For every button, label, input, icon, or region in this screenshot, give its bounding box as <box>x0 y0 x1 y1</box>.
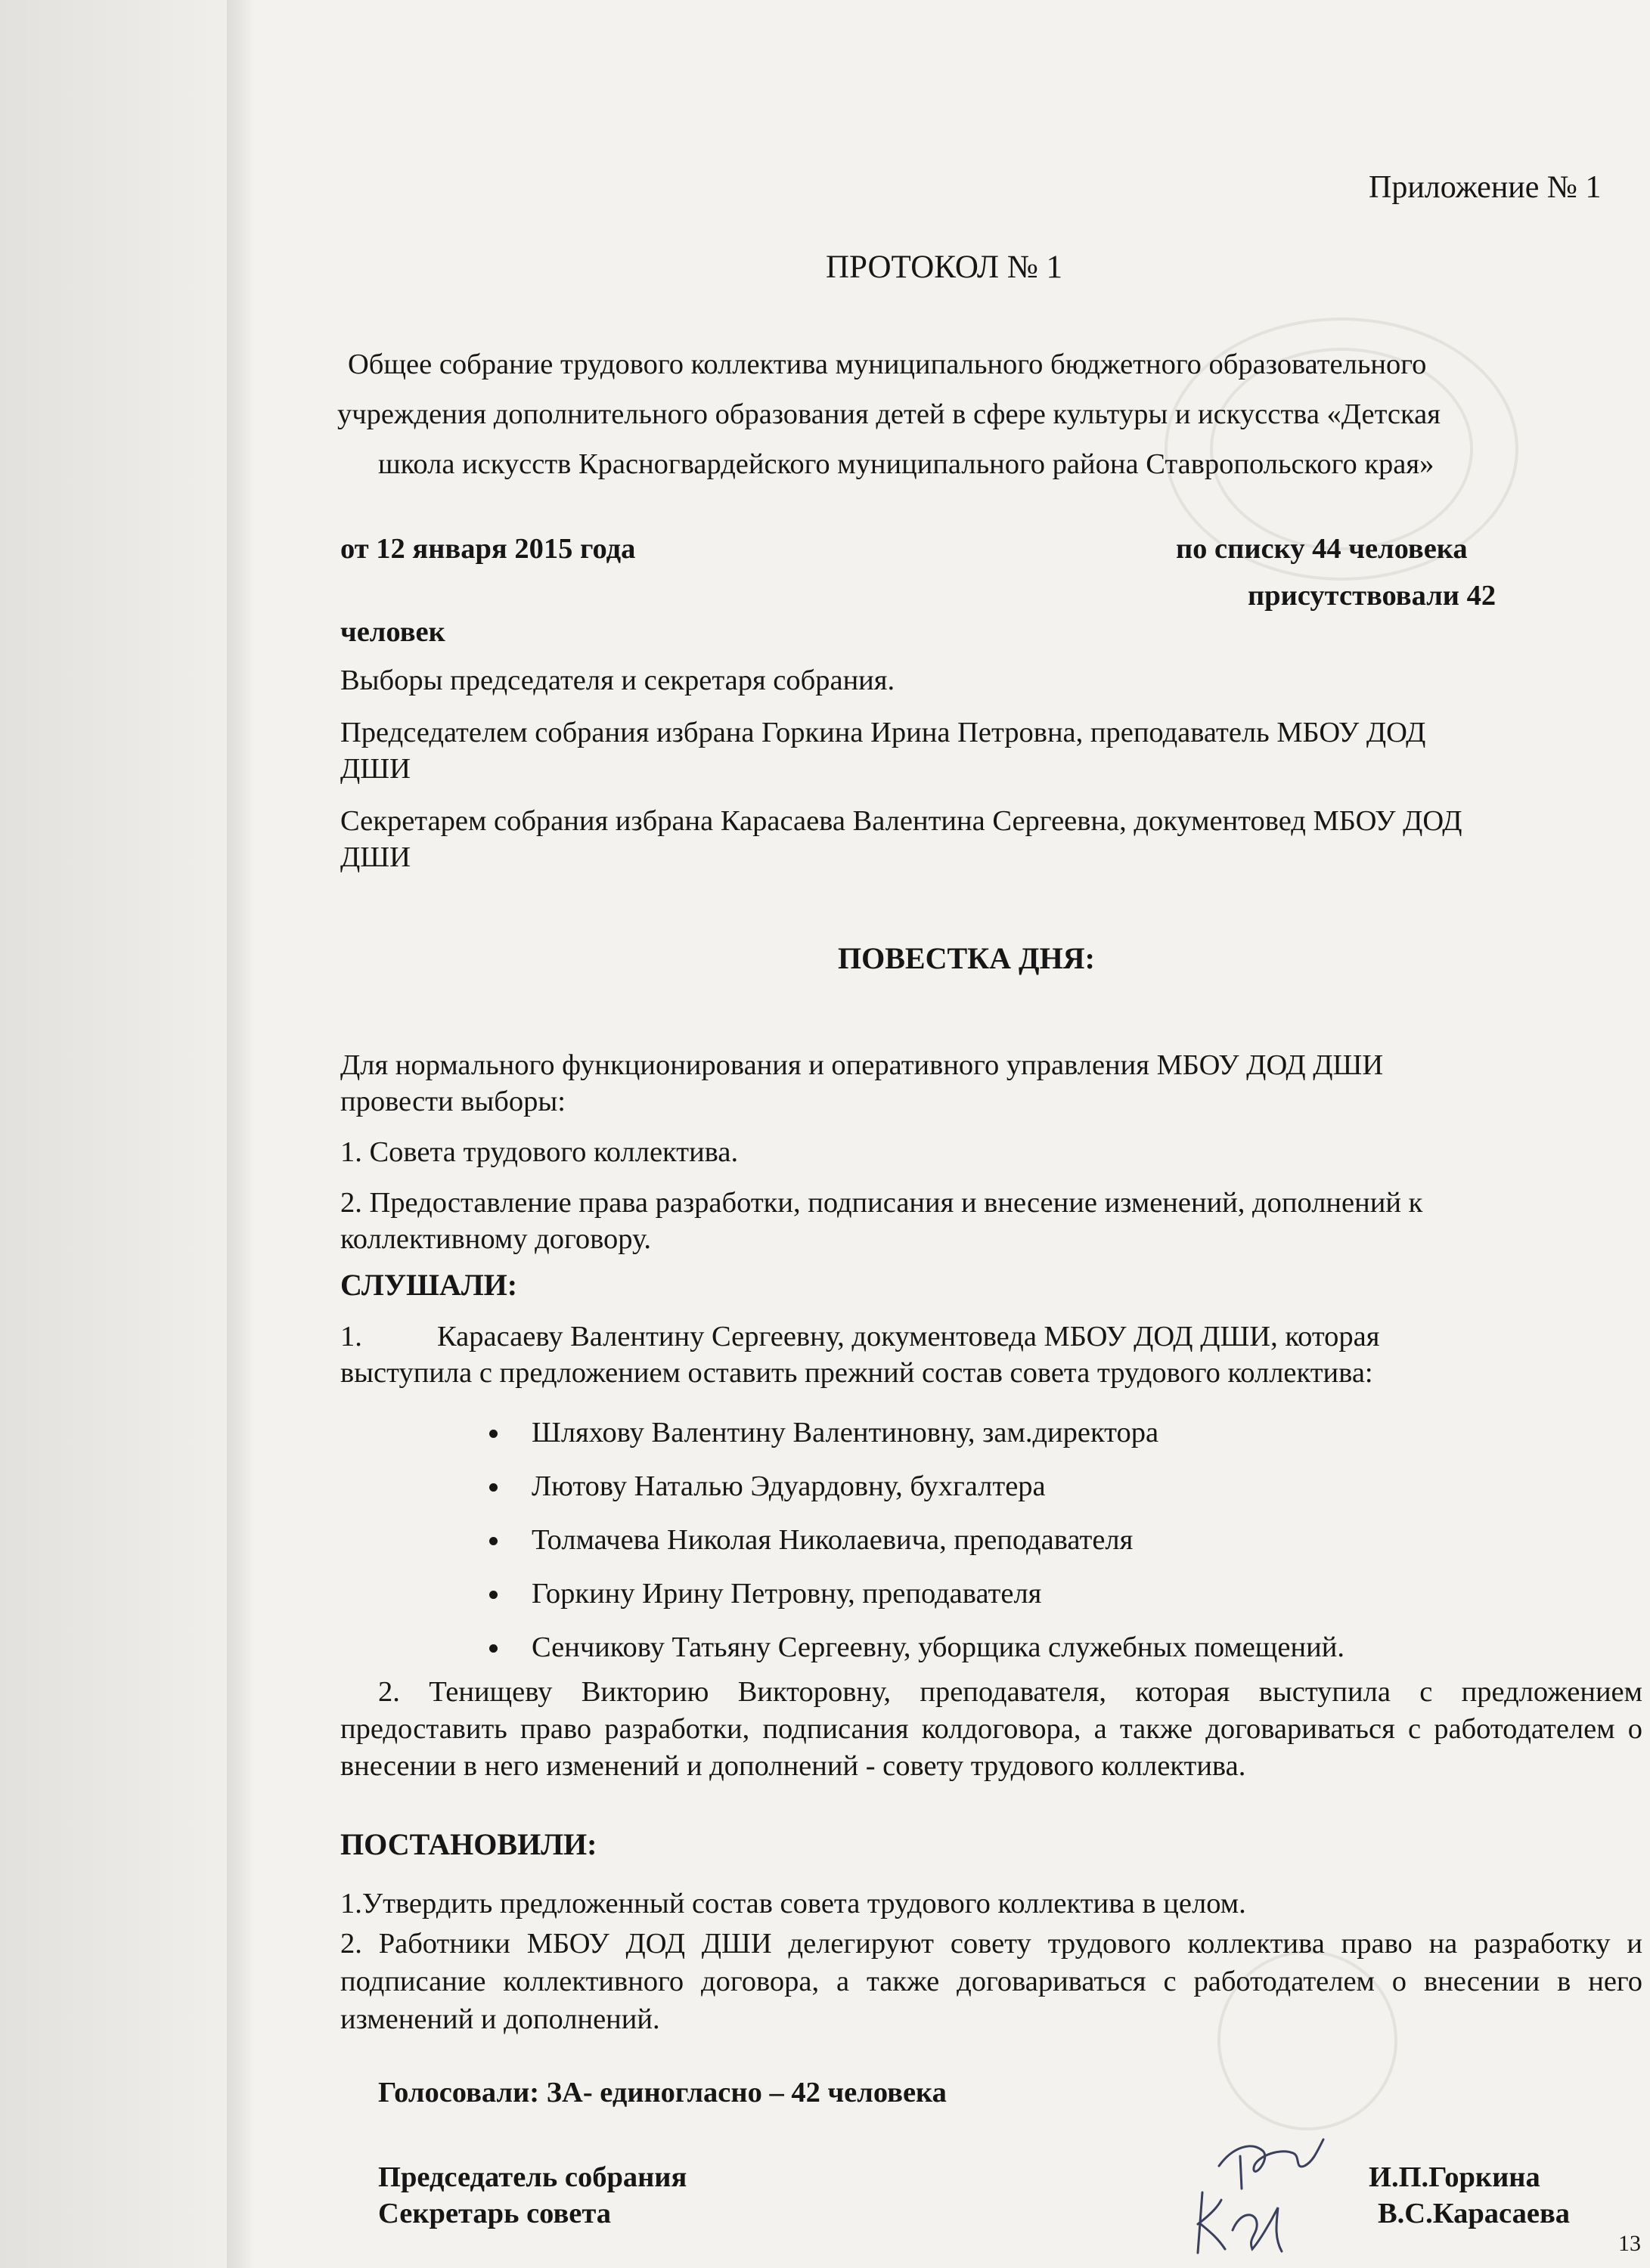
list-item: Сенчикову Татьяну Сергеевну, уборщика служебных помещений. <box>532 1631 1345 1663</box>
chair-name: И.П.Горкина <box>1369 2161 1540 2193</box>
organization-line: школа искусств Красногвардейского муниципального района Ставропольского края» <box>378 448 1434 480</box>
secretary-line: ДШИ <box>340 841 411 873</box>
resolution-item: 2. Работники МБОУ ДОД ДШИ делегируют совету трудового коллектива право на разработку и подписание коллективного договора, а также договариваться с работодателем о внесении в него изменений и дополнений. <box>340 1928 1642 2035</box>
appendix-label: Приложение № 1 <box>1369 170 1602 205</box>
attendance-present: присутствовали 42 <box>1248 580 1496 612</box>
secretary-line: Секретарем собрания избрана Карасаева Валентина Сергеевна, документовед МБОУ ДОД <box>340 805 1462 837</box>
list-item: Шляхову Валентину Валентиновну, зам.директора <box>532 1417 1159 1448</box>
page-title: ПРОТОКОЛ № 1 <box>826 249 1063 285</box>
bullet-icon <box>489 1430 498 1438</box>
chairman-line: ДШИ <box>340 753 411 785</box>
organization-line: учреждения дополнительного образования детей в сфере культуры и искусства «Детская <box>337 398 1441 430</box>
secretary-name: В.С.Карасаева <box>1378 2198 1570 2229</box>
agenda-item: коллективному договору. <box>340 1223 652 1255</box>
list-item: Лютову Наталью Эдуардовну, бухгалтера <box>532 1470 1046 1502</box>
agenda-item: 1. Совета трудового коллектива. <box>340 1136 739 1168</box>
resolved-title: ПОСТАНОВИЛИ: <box>340 1827 597 1861</box>
heard-item: выступила с предложением оставить прежний состав совета трудового коллектива: <box>340 1357 1373 1389</box>
agenda-item: 2. Предоставление права разработки, подписания и внесение изменений, дополнений к <box>340 1187 1423 1219</box>
list-item: Горкину Ирину Петровну, преподавателя <box>532 1578 1042 1610</box>
chairman-line: Председателем собрания избрана Горкина Ирина Петровна, преподаватель МБОУ ДОД <box>340 717 1426 748</box>
heard-item-2: 2. Тенищеву Викторию Викторовну, преподавателя, которая выступила с предложением предоставить право разработки, подписания колдоговора, а также договариваться с работодателем о внесении в него изменений и дополнений - совету трудового коллектива. <box>340 1676 1642 1782</box>
page-number: 13 <box>1618 2231 1641 2256</box>
bullet-icon <box>489 1537 498 1545</box>
agenda-title: ПОВЕСТКА ДНЯ: <box>838 941 1095 975</box>
resolution-item: 1.Утвердить предложенный состав совета трудового коллектива в целом. <box>340 1888 1246 1919</box>
chair-role: Председатель собрания <box>378 2161 687 2193</box>
bullet-icon <box>489 1483 498 1492</box>
meeting-date: от 12 января 2015 года <box>340 533 636 565</box>
heard-item: Карасаеву Валентину Сергеевну, документоведа МБОУ ДОД ДШИ, которая <box>437 1321 1380 1352</box>
attendance-by-list: по списку 44 человека <box>1176 533 1468 565</box>
heard-title: СЛУШАЛИ: <box>340 1268 518 1302</box>
heard-item-number: 1. <box>340 1321 362 1352</box>
attendance-unit: человек <box>340 616 445 648</box>
secretary-role: Секретарь совета <box>378 2198 611 2229</box>
list-item: Толмачева Николая Николаевича, преподавателя <box>532 1524 1134 1556</box>
bullet-icon <box>489 1644 498 1653</box>
vote-result: Голосовали: ЗА- единогласно – 42 человека <box>378 2077 947 2108</box>
organization-line: Общее собрание трудового коллектива муниципального бюджетного образовательного <box>348 349 1427 380</box>
elections-line: Выборы председателя и секретаря собрания. <box>340 665 895 696</box>
bullet-icon <box>489 1591 498 1599</box>
agenda-intro: Для нормального функционирования и оперативного управления МБОУ ДОД ДШИ <box>340 1049 1384 1081</box>
agenda-intro: провести выборы: <box>340 1086 566 1117</box>
secretary-signature <box>1187 2177 1301 2260</box>
